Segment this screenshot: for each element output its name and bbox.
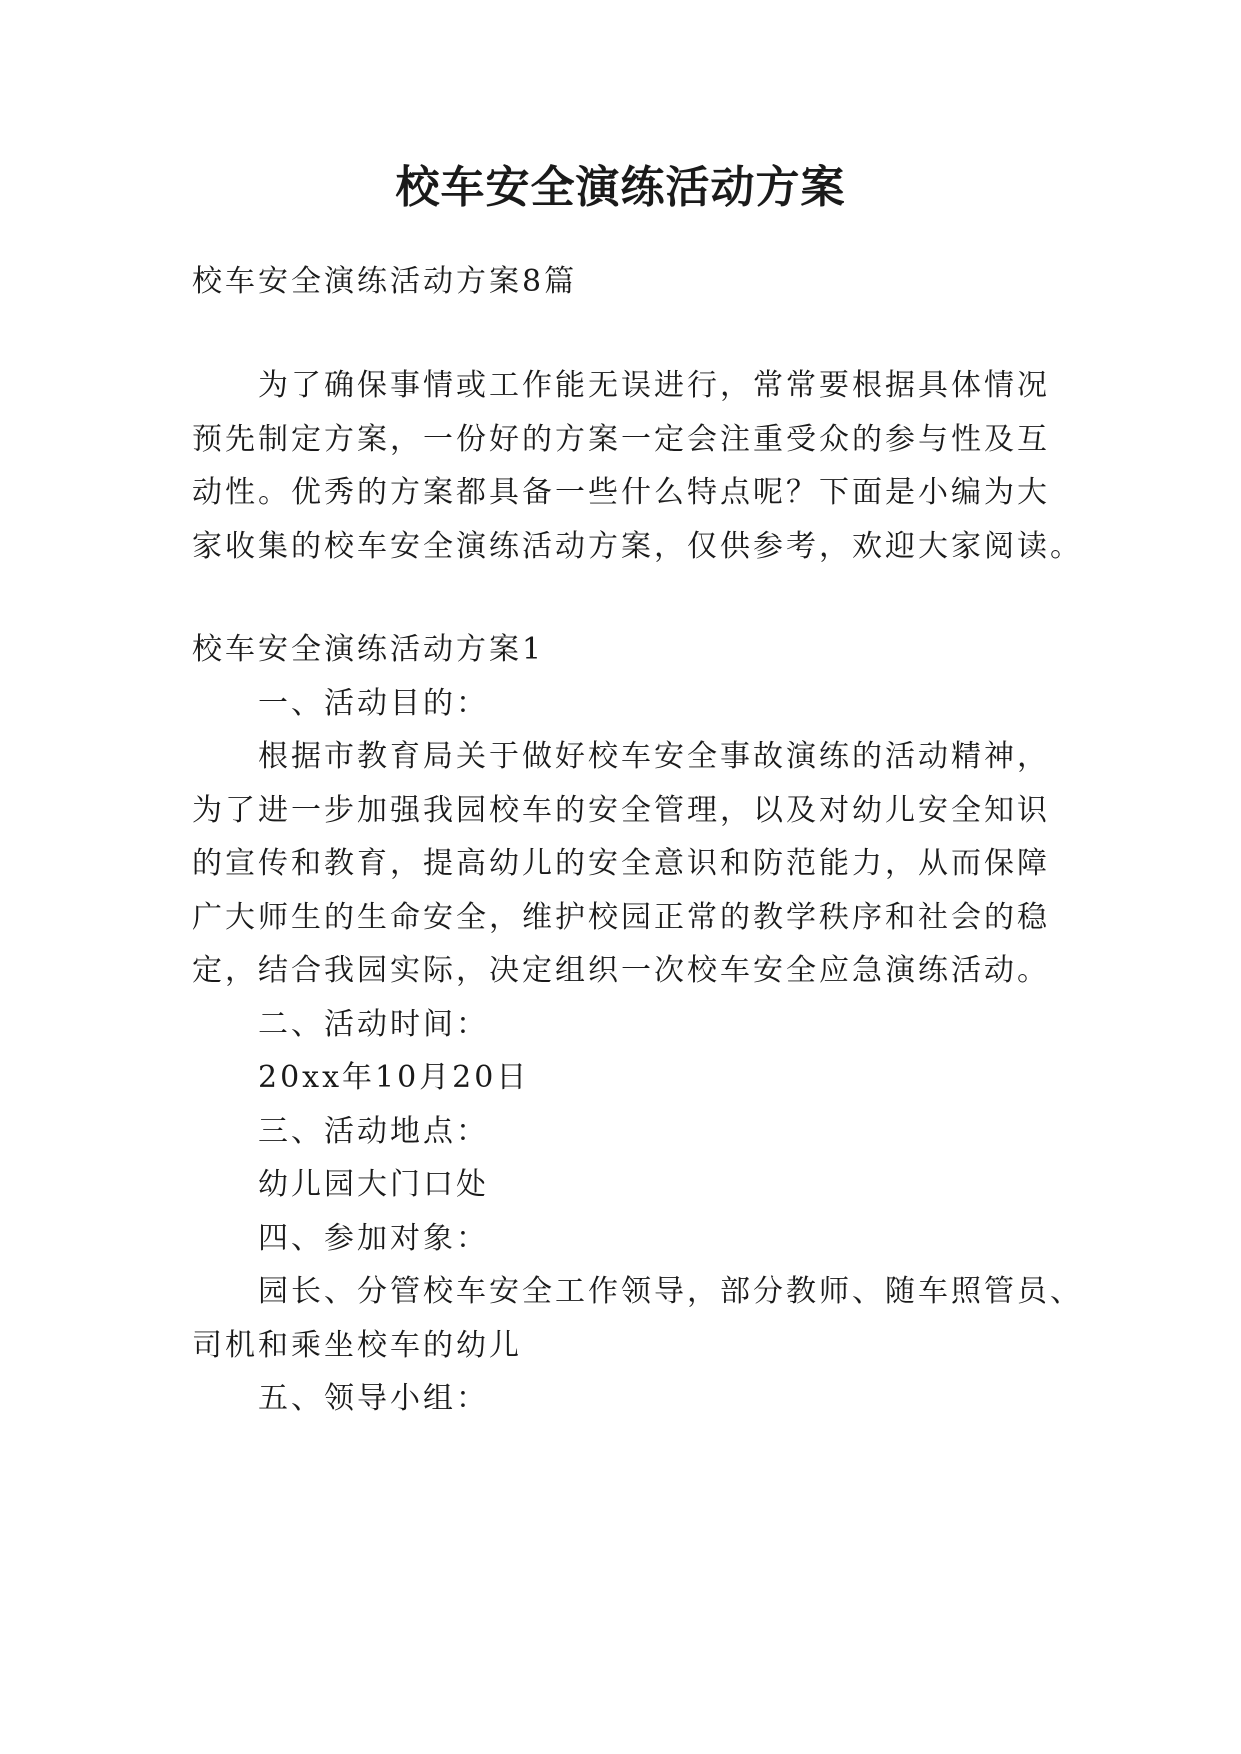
document-subtitle: 校车安全演练活动方案8篇: [192, 264, 578, 299]
participants-line-2: 司机和乘坐校车的幼儿: [192, 1328, 522, 1363]
time-heading: 二、活动时间：: [258, 1007, 489, 1042]
place-heading: 三、活动地点：: [258, 1114, 489, 1149]
purpose-heading: 一、活动目的：: [258, 686, 489, 721]
purpose-line-3: 的宣传和教育，提高幼儿的安全意识和防范能力，从而保障: [192, 846, 1050, 881]
document-title: 校车安全演练活动方案: [395, 162, 846, 213]
participants-heading: 四、参加对象：: [258, 1221, 489, 1256]
place-value: 幼儿园大门口处: [258, 1167, 489, 1202]
intro-line-2: 预先制定方案，一份好的方案一定会注重受众的参与性及互: [192, 422, 1050, 457]
purpose-line-4: 广大师生的生命安全，维护校园正常的教学秩序和社会的稳: [192, 900, 1050, 935]
participants-line-1: 园长、分管校车安全工作领导，部分教师、随车照管员、: [258, 1274, 1083, 1309]
time-value: 20xx年10月20日: [258, 1060, 530, 1095]
purpose-line-2: 为了进一步加强我园校车的安全管理，以及对幼儿安全知识: [192, 793, 1050, 828]
intro-line-4: 家收集的校车安全演练活动方案，仅供参考，欢迎大家阅读。: [192, 529, 1083, 564]
intro-line-3: 动性。优秀的方案都具备一些什么特点呢？下面是小编为大: [192, 475, 1050, 510]
purpose-line-1: 根据市教育局关于做好校车安全事故演练的活动精神，: [258, 739, 1050, 774]
section-heading: 校车安全演练活动方案1: [192, 632, 545, 667]
purpose-line-5: 定，结合我园实际，决定组织一次校车安全应急演练活动。: [192, 953, 1050, 988]
leadership-heading: 五、领导小组：: [258, 1381, 489, 1416]
intro-line-1: 为了确保事情或工作能无误进行，常常要根据具体情况: [258, 368, 1050, 403]
